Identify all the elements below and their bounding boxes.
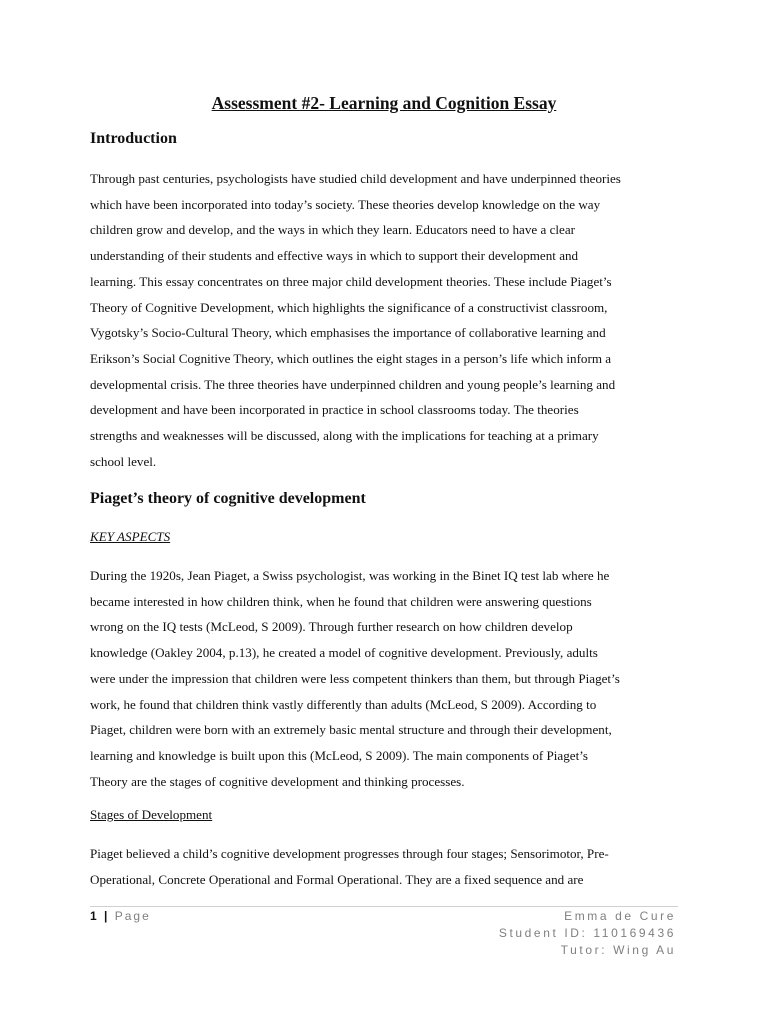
paragraph-line: work, he found that children think vastly differently than adults (McLeod, S 2009). According to [90,696,597,712]
paragraph-line: development and have been incorporated in practice in school classrooms today. The theories [90,402,579,418]
paragraph-line: wrong on the IQ tests (McLeod, S 2009). Through further research on how children develop [90,619,573,635]
paragraph-line: developmental crisis. The three theories have underpinned children and young people’s learning and [90,376,616,392]
paragraph-line: became interested in how children think, when he found that children were answering questions [90,593,592,609]
paragraph-line: learning. This essay concentrates on three major child development theories. These include Piaget’s [90,273,612,289]
paragraph-line: understanding of their students and effective ways in which to support their development and [90,248,579,264]
piaget-paragraph [90,563,690,794]
paragraph-line: Vygotsky’s Socio-Cultural Theory, which emphasises the importance of collaborative learning and [90,325,606,341]
paragraph-line: During the 1920s, Jean Piaget, a Swiss psychologist, was working in the Binet IQ test lab where he [90,568,610,583]
document-title: Assessment #2- Learning and Cognition Essay [211,93,557,113]
paragraph-line: Through past centuries, psychologists have studied child development and have underpinned theories [90,171,621,186]
key-aspects-subheading: KEY ASPECTS [90,529,171,544]
footer-author: Emma de Cure [564,909,676,923]
footer-student-id: Student ID: 110169436 [498,926,676,940]
footer-divider [90,906,678,907]
paragraph-line: Piaget, children were born with an extremely basic mental structure and through their development, [90,722,612,738]
paragraph-line: learning and knowledge is built upon this (McLeod, S 2009). The main components of Piaget’s [90,747,588,763]
piaget-heading: Piaget’s theory of cognitive development [90,490,366,507]
paragraph-line: Piaget believed a child’s cognitive development progresses through four stages; Sensorimotor, Pre- [90,846,609,861]
stages-subheading: Stages of Development [90,807,213,822]
page-number [90,909,151,923]
paragraph-line: Erikson’s Social Cognitive Theory, which outlines the eight stages in a person’s life which inform a [90,350,612,366]
paragraph-line: Operational, Concrete Operational and Formal Operational. They are a fixed sequence and are [90,871,584,887]
introduction-heading: Introduction [90,130,177,147]
page-word: Page [114,909,151,923]
introduction-paragraph [90,166,690,474]
paragraph-line: school level. [90,453,157,469]
stages-paragraph [90,841,690,892]
page-number-value: 1 [90,909,99,923]
paragraph-line: strengths and weaknesses will be discussed, along with the implications for teaching at a primary [90,428,599,444]
paragraph-line: were under the impression that children were less competent thinkers than them, but through Piaget’s [90,670,620,686]
paragraph-line: Theory of Cognitive Development, which highlights the significance of a constructivist classroom, [90,299,608,315]
footer-tutor: Tutor: Wing Au [560,943,676,957]
paragraph-line: children grow and develop, and the ways in which they learn. Educators need to have a clear [90,222,576,238]
paragraph-line: knowledge (Oakley 2004, p.13), he created a model of cognitive development. Previously, adults [90,645,598,661]
paragraph-line: Theory are the stages of cognitive development and thinking processes. [90,773,465,789]
page-number-separator: | [104,909,110,923]
paragraph-line: which have been incorporated into today’s society. These theories develop knowledge on the way [90,196,601,212]
